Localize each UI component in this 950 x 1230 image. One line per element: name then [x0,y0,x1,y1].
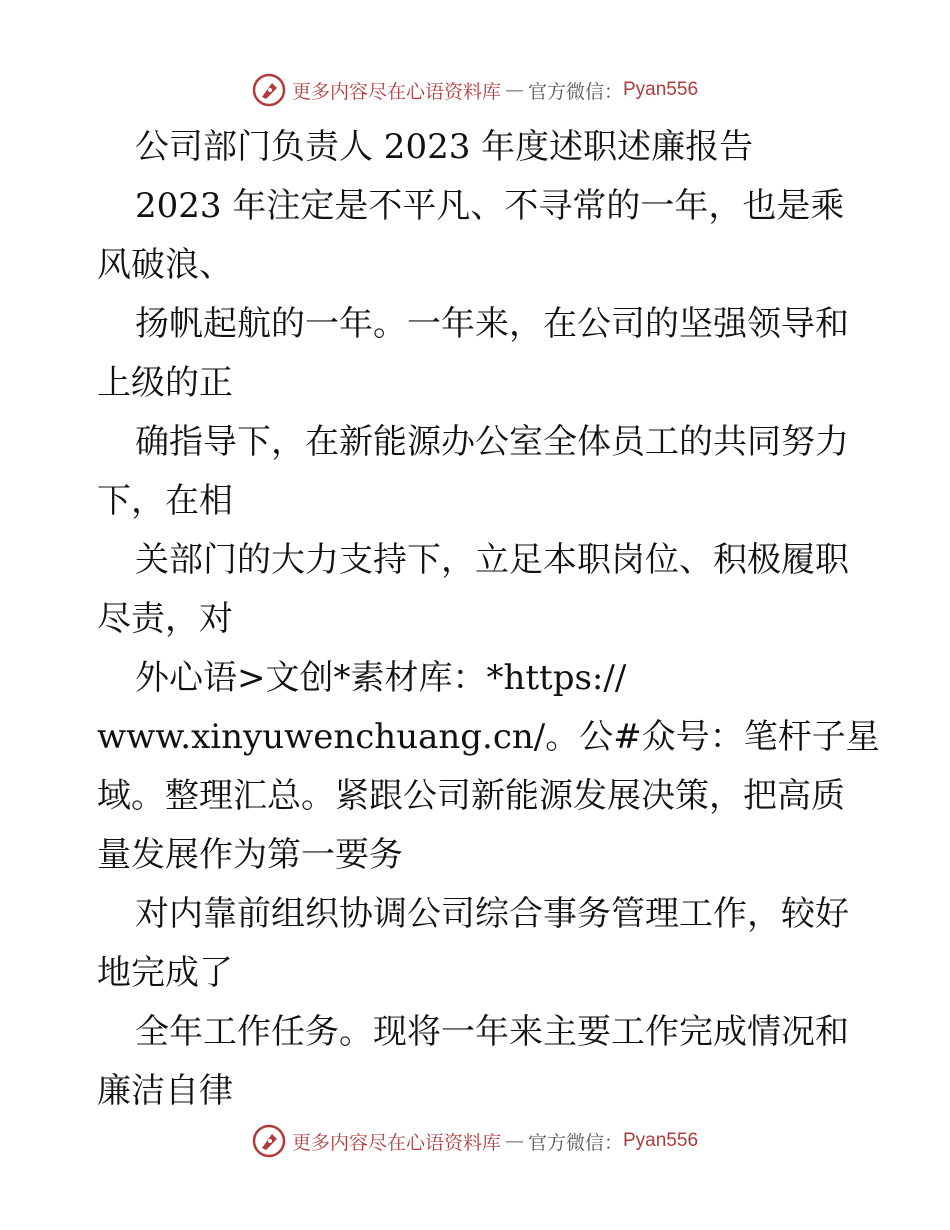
paragraph-line: 2023 年注定是不平凡、不寻常的一年，也是乘 [135,186,845,226]
document-body [97,118,880,1121]
paragraph-line: 扬帆起航的一年。一年来，在公司的坚强领导和 [135,304,849,344]
banner-separator: — [504,1130,524,1152]
paragraph-line: 全年工作任务。现将一年来主要工作完成情况和 [135,1012,849,1052]
paragraph-line: 外心语>文创*素材库：*https:// [135,658,627,698]
paragraph-line: 风破浪、 [97,245,233,285]
paragraph-line: 域。整理汇总。紧跟公司新能源发展决策，把高质 [97,776,845,816]
paragraph-line: 廉洁自律 [97,1071,233,1111]
paragraph-line: 对内靠前组织协调公司综合事务管理工作，较好 [135,894,849,934]
paragraph-line: 地完成了 [97,953,233,993]
banner-text: 更多内容尽在心语资料库 [291,80,501,103]
banner-wechat-label: 官方微信： [527,80,623,103]
paragraph-line: 下，在相 [97,481,233,521]
banner-wechat-id: Pyan556 [623,79,699,100]
paragraph-line: 尽责，对 [97,599,233,639]
banner-wechat-id: Pyan556 [623,1130,699,1151]
header-watermark-banner [0,70,950,110]
paragraph-line: 确指导下，在新能源办公室全体员工的共同努力 [135,422,849,462]
banner-separator: — [504,79,524,101]
document-title: 公司部门负责人 2023 年度述职述廉报告 [135,127,754,167]
pen-nib-logo-icon [252,73,286,107]
paragraph-line-url: www.xinyuwenchuang.cn/。公#众号：笔杆子星 [97,717,880,757]
footer-watermark-banner [0,1121,950,1161]
paragraph-line: 上级的正 [97,363,233,403]
paragraph-line: 关部门的大力支持下，立足本职岗位、积极履职 [135,540,849,580]
pen-nib-logo-icon [252,1124,286,1158]
banner-text: 更多内容尽在心语资料库 [291,1131,501,1154]
paragraph-line: 量发展作为第一要务 [97,835,403,875]
banner-wechat-label: 官方微信： [527,1131,623,1154]
